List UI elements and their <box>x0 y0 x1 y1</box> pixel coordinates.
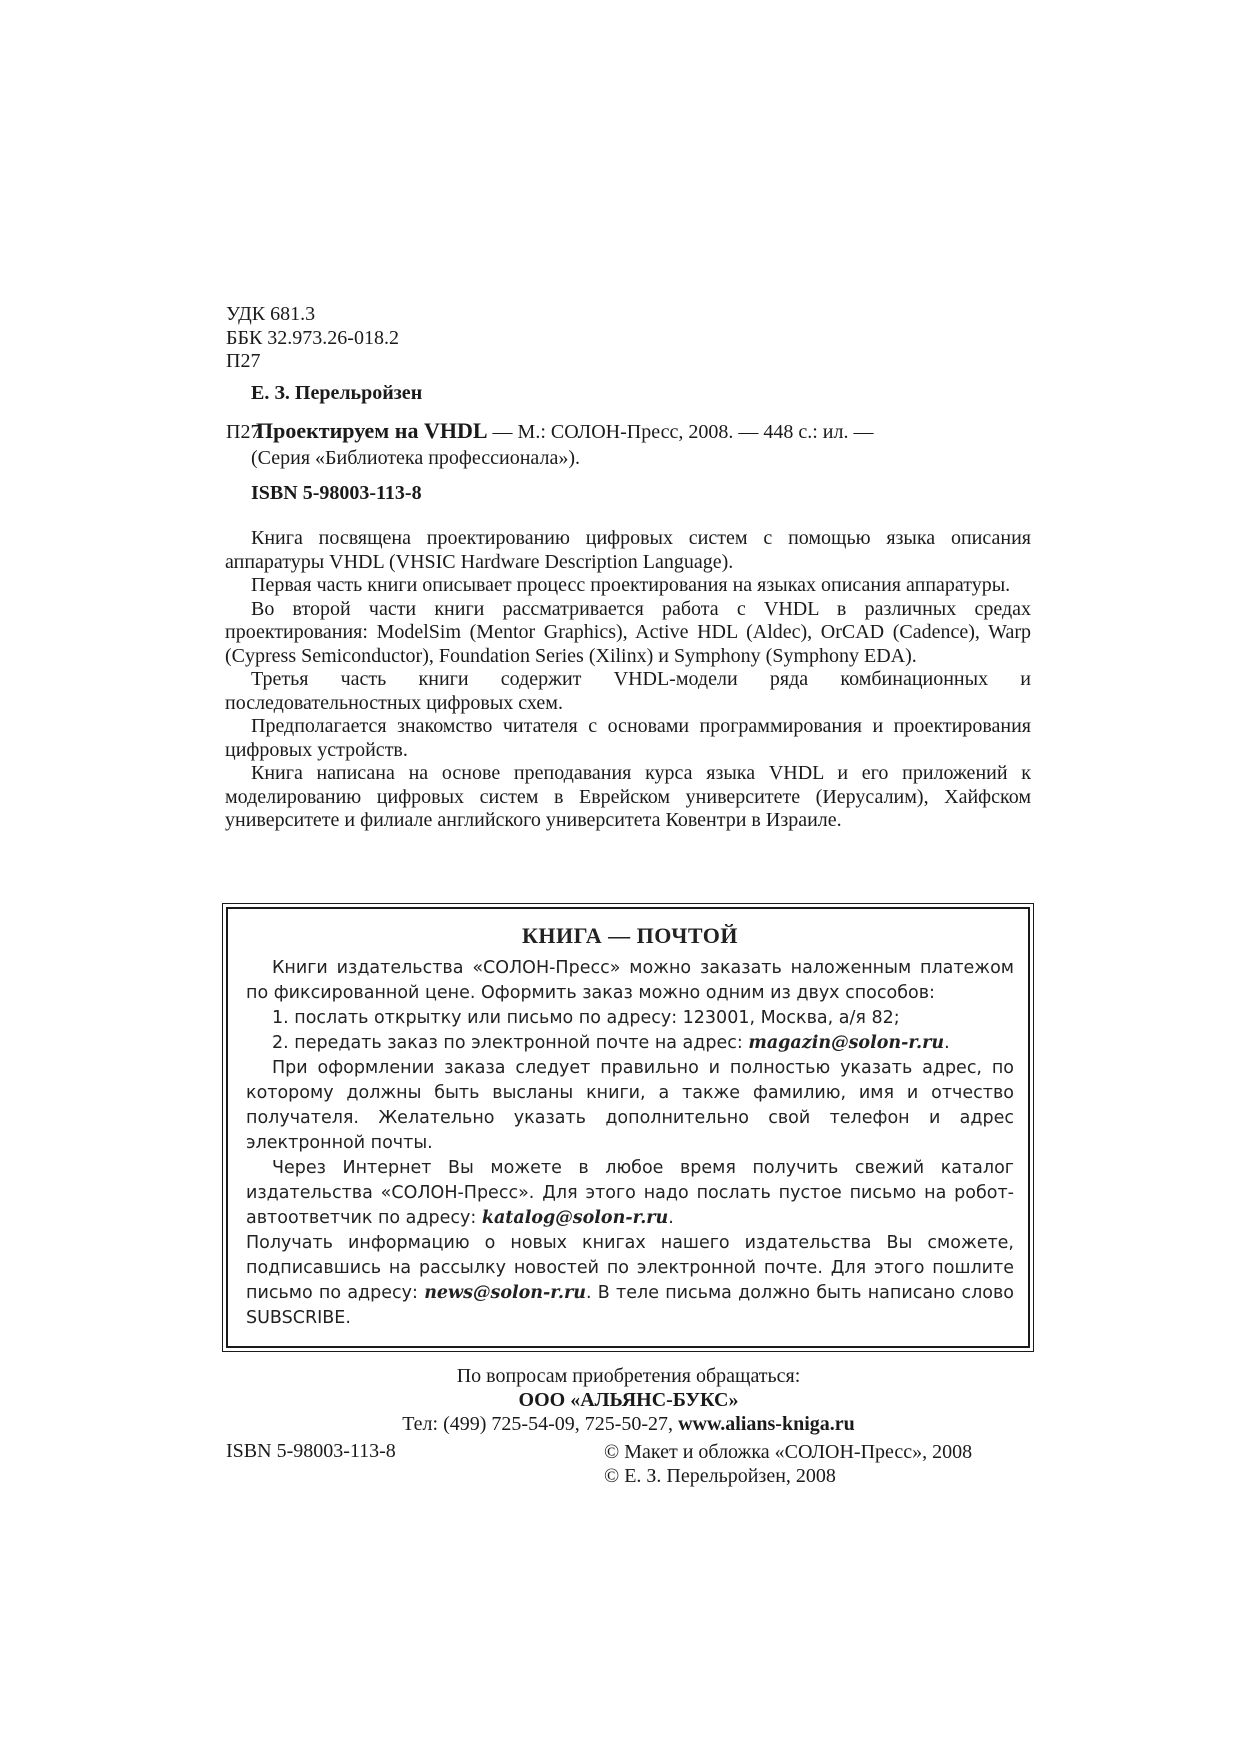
classification-codes <box>226 303 399 374</box>
abstract-paragraph: Первая часть книги описывает процесс проектирования на языках описания аппаратуры. <box>251 574 1011 596</box>
isbn-footer: ISBN 5-98003-113-8 <box>226 1440 396 1462</box>
abstract-paragraph: Во второй части книги рассматривается работа с VHDL в различных средах проектирования: ModelSim (Mentor Graphics), Active HDL (Aldec), OrCAD (Cadence), Warp (Cypress Semiconductor), Foundation Series (Xilinx) и Symphony (Symphony EDA). <box>225 597 1031 667</box>
abstract <box>225 527 1031 833</box>
news-paragraph <box>246 1231 1014 1331</box>
book-title: Проектируем на VHDL <box>256 418 488 443</box>
abstract-paragraph: Предполагается знакомство читателя с основами программирования и проектирования цифровых устройств. <box>225 715 1031 761</box>
abstract-paragraph: Книга посвящена проектированию цифровых систем с помощью языка описания аппаратуры VHDL (VHSIC Hardware Description Language). <box>225 527 1031 573</box>
biblio-marker: П27 <box>226 421 261 443</box>
contact-phone: Тел: (499) 725-54-09, 725-50-27, <box>402 1413 679 1435</box>
contact-intro: По вопросам приобретения обращаться: <box>456 1365 801 1387</box>
distributor-website[interactable]: www.alians-kniga.ru <box>678 1413 855 1435</box>
mail-order-intro: Книги издательства «СОЛОН-Пресс» можно заказать наложенным платежом по фиксированной цене. Оформить заказ можно одним из двух способов: <box>246 958 1014 1003</box>
series-line: (Серия «Библиотека профессионала»). <box>251 447 580 469</box>
bbk-code: ББК 32.973.26-018.2 <box>226 326 399 349</box>
copyright-notice <box>604 1440 972 1488</box>
udk-code: УДК 681.3 <box>226 303 316 325</box>
abstract-paragraph: Книга написана на основе преподавания курса языка VHDL и его приложений к моделированию цифровых систем в Еврейском университете (Иерусалим), Хайфском университете и филиале английского университета Ковентри в Израиле. <box>225 762 1031 831</box>
news-text: Получать информацию о новых книгах нашего издательства Вы сможете, подписавшись на рассылку новостей по электронной почте. Для этого пошлите письмо по адресу: <box>246 1233 1014 1303</box>
author-mark: П27 <box>226 350 261 372</box>
news-email-address[interactable]: news@solon-r.ru <box>424 1283 586 1303</box>
order-email-address[interactable]: magazin@solon-r.ru <box>748 1033 945 1053</box>
catalog-suffix: . <box>668 1208 674 1228</box>
order-email-suffix: . <box>944 1033 950 1053</box>
order-method-post: 1. послать открытку или письмо по адресу: 123001, Москва, а/я 82; <box>272 1008 900 1028</box>
purchase-contact <box>226 1364 1031 1436</box>
author-name: Е. З. Перельройзен <box>251 382 423 404</box>
copyright-author: © Е. З. Перельройзен, 2008 <box>604 1465 836 1487</box>
contact-phone-line <box>226 1412 1031 1436</box>
copyright-publisher: © Макет и обложка «СОЛОН-Пресс», 2008 <box>604 1441 973 1463</box>
news-suffix: . В теле письма должно быть написано слово SUBSCRIBE. <box>246 1283 1014 1328</box>
abstract-paragraph: Третья часть книги содержит VHDL-модели ряда комбинационных и последовательностных цифровых схем. <box>225 668 1031 714</box>
order-method-email <box>246 1031 1014 1056</box>
mail-order-box <box>222 903 1034 1352</box>
distributor-name: ООО «АЛЬЯНС-БУКС» <box>518 1389 739 1411</box>
isbn-heading: ISBN 5-98003-113-8 <box>251 482 422 504</box>
catalog-text: Через Интернет Вы можете в любое время получить свежий каталог издательства «СОЛОН-Пресс». Для этого надо послать пустое письмо на робот-автоответчик по адресу: <box>246 1158 1014 1228</box>
publication-details: — М.: СОЛОН-Пресс, 2008. — 448 с.: ил. — <box>487 421 874 443</box>
catalog-paragraph <box>246 1156 1014 1231</box>
bibliographic-record <box>226 418 1031 471</box>
mail-order-title: КНИГА — ПОЧТОЙ <box>521 923 739 948</box>
order-email-label: 2. передать заказ по электронной почте на адрес: <box>272 1033 749 1053</box>
mail-order-box-inner <box>226 907 1030 1348</box>
order-instructions: При оформлении заказа следует правильно и полностью указать адрес, по которому должны быть высланы книги, а также фамилию, имя и отчество получателя. Желательно указать дополнительно свой телефон и адрес электронной почты. <box>246 1058 1014 1153</box>
catalog-email-address[interactable]: katalog@solon-r.ru <box>481 1208 669 1228</box>
